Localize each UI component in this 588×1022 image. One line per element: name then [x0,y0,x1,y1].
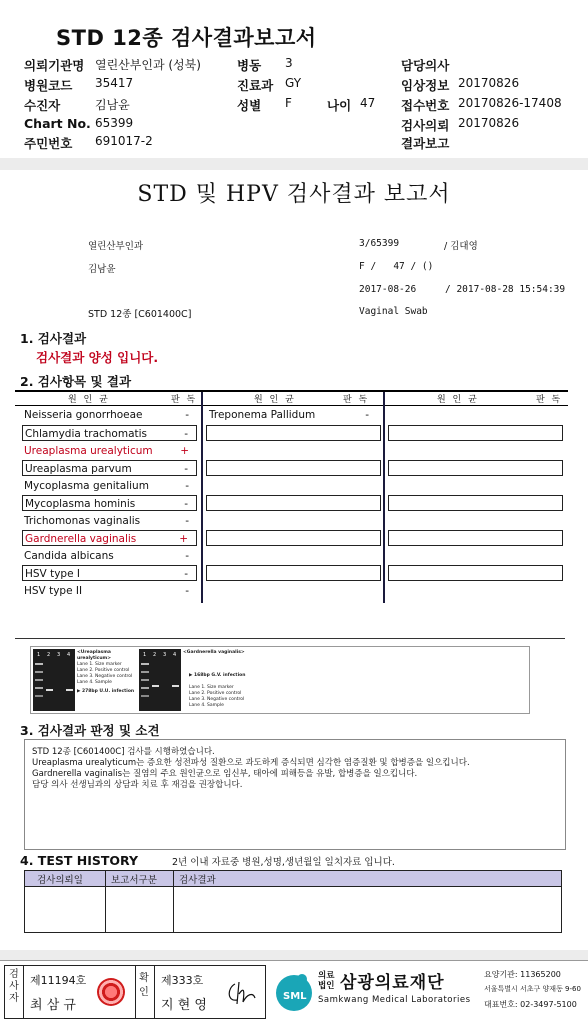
value-receipt-no: 20170826-17408 [458,96,562,110]
label-patient: 수진자 [24,98,61,113]
label-institution: 의뢰기관명 [24,58,85,73]
meta-date-requested: 2017-08-26 [359,284,417,295]
label-age: 나이 [327,98,352,113]
label-department: 진료과 [237,78,274,93]
value-sex: F [285,96,292,110]
result-value: - [185,480,189,492]
empty-result-box [206,425,381,441]
result-value: - [185,409,189,421]
history-note: 2년 이내 자료중 병원,성명,생년월일 일치자료 입니다. [172,857,395,868]
result-value: - [365,409,369,421]
gel-band-label-2: ▶ 168bp G.V. infection [189,673,246,678]
result-value: - [185,585,189,597]
result-row-positive [22,443,197,459]
result-value: - [184,463,188,475]
section2-title: 2. 검사항목 및 결과 [20,374,132,389]
result-row-positive [22,530,197,546]
sig-divider [154,966,155,1018]
history-col-request-date: 검사의뢰일 [37,875,83,886]
value-department: GY [285,76,302,90]
result-row [22,460,197,476]
sig-divider [135,966,136,1018]
sml-logo-icon [272,969,316,1013]
svg-text:1: 1 [37,652,41,658]
finding-line: 담당 의사 선생님과의 상담과 치료 후 재검을 권장합니다. [32,780,243,790]
meta-patient: 김남윤 [88,264,116,275]
result-value: - [184,428,188,440]
history-col-result: 검사결과 [179,875,216,886]
meta-ward-chart: 3/65399 [359,238,400,249]
col-header-result-1: 판 독 [171,395,198,405]
meta-test-code: STD 12종 [C601400C] [88,309,192,320]
col-header-organism-2: 원 인 균 [254,395,296,405]
confirmer-license: 제333호 [161,974,204,987]
result-row [22,583,197,599]
result-value: - [184,568,188,580]
organism-name: Chlamydia trachomatis [25,428,148,440]
result-value: - [185,550,189,562]
svg-text:4: 4 [173,652,177,658]
svg-text:3: 3 [163,652,167,658]
organism-name: Trichomonas vaginalis [24,515,141,527]
meta-specimen: Vaginal Swab [359,306,428,317]
organism-name: Treponema Pallidum [209,409,316,421]
empty-result-box [388,530,563,546]
organism-name: Mycoplasma genitalium [24,480,149,492]
empty-result-box [206,495,381,511]
result-value: + [180,445,189,457]
finding-line: Ureaplasma urealyticum는 증요한 성전파성 질환으로 과도하게 증식되면 심각한 염증질환 및 합병증을 일으킵니다. [32,758,470,768]
col-header-organism-1: 원 인 균 [68,395,110,405]
history-col-report-type: 보고서구분 [111,875,157,886]
organism-name: Neisseria gonorrhoeae [24,409,143,421]
col-header-result-3: 판 독 [536,395,563,405]
label-chart-no: Chart No. [24,116,91,131]
meta-date-reported: / 2017-08-28 15:54:39 [445,284,566,295]
report-title: STD 및 HPV 검사결과 보고서 [137,182,451,207]
table-divider-2 [383,392,385,603]
meta-doctor: / 김대영 [444,241,478,252]
section3-title: 3. 검사결과 판정 및 소견 [20,723,160,738]
result-row [22,548,197,564]
meta-sex-age: F / 47 / () [359,261,434,272]
label-resident-no: 주민번호 [24,136,73,151]
label-request-date: 검사의뢰 [401,118,450,133]
value-clinical-info: 20170826 [458,76,520,90]
col-header-organism-3: 원 인 균 [437,395,479,405]
org-english-name: Samkwang Medical Laboratories [318,995,471,1005]
svg-text:3: 3 [57,652,61,658]
tester-name: 최 삼 규 [30,998,76,1013]
section1-title: 1. 검사결과 [20,331,87,346]
value-hospital-code: 35417 [95,76,134,90]
organism-name: Ureaplasma urealyticum [24,445,153,457]
value-patient: 김남윤 [95,98,130,112]
table-divider-1 [201,392,203,603]
result-row [207,407,377,423]
footer [0,960,588,1022]
label-sex: 성별 [237,98,262,113]
meta-hospital: 열린산부인과 [88,241,144,252]
org-name: 삼광의료재단 [340,973,445,993]
label-clinical-info: 임상정보 [401,78,450,93]
label-ward: 병동 [237,58,262,73]
label-confirmer: 확인 [139,973,149,998]
organism-name: Candida albicans [24,550,114,562]
sig-divider [23,966,24,1018]
result-value: - [185,515,189,527]
gel-band-label-1: ▶ 278bp U.U. infection [77,689,135,694]
finding-line: Gardnerella vaginalis는 질염의 주요 원인균으로 임신부, 태아에 피해등을 유발, 합병증을 일으킵니다. [32,769,418,779]
gel-legend-2: <Gardnerella vaginalis> [183,650,245,655]
gel-panel-1 [33,649,75,711]
history-divider [105,871,106,932]
table-header-rule [15,405,568,406]
header-title: STD 12종 검사결과보고서 [56,26,317,50]
empty-result-box [388,425,563,441]
value-chart-no: 65399 [95,116,134,130]
organism-name: Ureaplasma parvum [25,463,132,475]
col-header-result-2: 판 독 [343,395,370,405]
value-resident-no: 691017-2 [95,134,153,148]
result-row [22,565,197,581]
organism-name: HSV type I [25,568,80,580]
gel-legend-1: <Ureaplasma urealyticum> Lane 1. Size marker Lane 2. Positive control Lane 3. Negative control Lane 4. Sample [77,650,133,685]
empty-result-box [206,565,381,581]
findings-box [24,739,566,850]
empty-result-box [206,460,381,476]
svg-text:4: 4 [67,652,71,658]
organism-name: HSV type II [24,585,83,597]
report-header [0,0,588,158]
organism-name: Gardnerella vaginalis [25,533,137,545]
gel-panel-2 [139,649,181,711]
section4-title: 4. TEST HISTORY [20,853,139,868]
label-report-date: 결과보고 [401,136,450,151]
result-row [22,407,197,423]
history-divider [173,871,174,932]
value-institution: 열린산부인과 (성북) [95,58,201,72]
header-divider [0,158,588,170]
org-type-label: 의료법인 [318,971,335,991]
contact-address: 서울특별시 서초구 양재동 9-60 [484,985,581,993]
gel-bands-1 [33,649,75,711]
label-receipt-no: 접수번호 [401,98,450,113]
result-row [22,495,197,511]
empty-result-box [388,460,563,476]
result-value: - [184,498,188,510]
svg-text:1: 1 [143,652,147,658]
label-doctor: 담당의사 [401,58,450,73]
gel-electrophoresis-image [30,646,530,714]
gel-bands-2 [139,649,181,711]
value-request-date: 20170826 [458,116,520,130]
empty-result-box [388,495,563,511]
signature-box [4,965,266,1019]
svg-text:2: 2 [153,652,157,658]
tester-license: 제11194호 [30,974,87,987]
svg-text:SML: SML [283,991,307,1002]
seal-stamp [97,978,125,1006]
handwritten-signature [225,978,259,1008]
svg-text:2: 2 [47,652,51,658]
label-hospital-code: 병원코드 [24,78,73,93]
result-row [22,513,197,529]
footer-divider [0,950,588,960]
finding-line: STD 12종 [C601400C] 검사를 시행하였습니다. [32,747,215,757]
label-tester: 검사자 [9,969,19,1004]
result-value: + [179,533,188,545]
confirmer-name: 지 현 영 [161,998,207,1013]
empty-result-box [388,565,563,581]
history-table [24,870,562,933]
empty-result-box [206,530,381,546]
gel-legend-2-lanes: Lane 1. Size marker Lane 2. Positive control Lane 3. Negative control Lane 4. Sample [189,685,245,708]
contact-phone: 대표번호: 02-3497-5100 [484,1000,577,1009]
contact-code: 요양기관: 11365200 [484,970,561,979]
value-age: 47 [360,96,376,110]
value-ward: 3 [285,56,293,70]
positive-message: 검사결과 양성 입니다. [36,350,159,365]
gel-section-rule [15,638,565,639]
organism-name: Mycoplasma hominis [25,498,136,510]
result-row [22,425,197,441]
result-row [22,478,197,494]
